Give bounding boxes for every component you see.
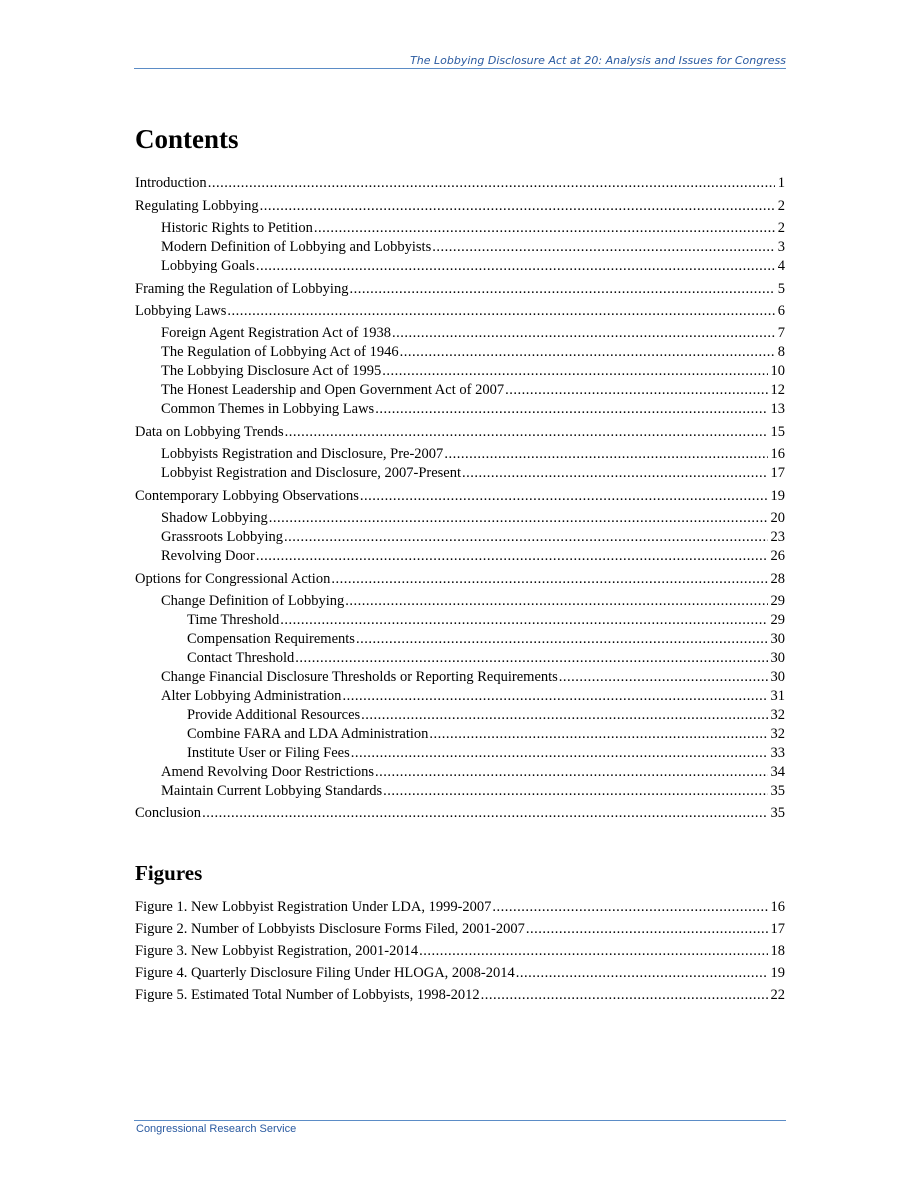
dot-leader <box>351 744 768 762</box>
dot-leader <box>375 763 767 781</box>
contents-entry[interactable] <box>135 592 785 610</box>
contents-entry-page-number: 4 <box>777 258 785 274</box>
contents-entry-page-number: 33 <box>770 745 785 761</box>
contents-entry[interactable] <box>135 343 785 361</box>
contents-entry-label: Time Threshold <box>187 612 280 628</box>
contents-entry[interactable] <box>135 649 785 667</box>
contents-entry-label: Change Definition of Lobbying <box>161 593 345 609</box>
contents-entry-label: Regulating Lobbying <box>135 198 259 214</box>
dot-leader <box>462 464 767 482</box>
contents-entry-label: Introduction <box>135 175 207 191</box>
contents-entry-label: Common Themes in Lobbying Laws <box>161 401 375 417</box>
dot-leader <box>444 445 767 463</box>
contents-entry-label: Contemporary Lobbying Observations <box>135 488 359 504</box>
dot-leader <box>256 257 775 275</box>
figures-entry-page-number: 18 <box>770 943 785 959</box>
contents-entry-label: Conclusion <box>135 805 202 821</box>
dot-leader <box>383 782 767 800</box>
contents-entry-page-number: 35 <box>770 783 785 799</box>
contents-entry-page-number: 29 <box>770 593 785 609</box>
contents-entry-page-number: 3 <box>777 239 785 255</box>
header-rule <box>134 68 786 69</box>
dot-leader <box>360 487 768 505</box>
contents-entry-page-number: 28 <box>770 571 785 587</box>
figures-entry-label: Figure 2. Number of Lobbyists Disclosure Forms Filed, 2001-2007 <box>135 921 525 937</box>
contents-entry-label: Combine FARA and LDA Administration <box>187 726 429 742</box>
dot-leader <box>349 280 774 298</box>
contents-entry-page-number: 12 <box>770 382 785 398</box>
contents-entry-label: Alter Lobbying Administration <box>161 688 342 704</box>
contents-entry[interactable] <box>135 687 785 705</box>
contents-entry-page-number: 32 <box>770 726 785 742</box>
dot-leader <box>559 668 768 686</box>
contents-entry-page-number: 30 <box>770 650 785 666</box>
contents-entry[interactable] <box>135 668 785 686</box>
contents-entry-label: Amend Revolving Door Restrictions <box>161 764 375 780</box>
dot-leader <box>345 592 767 610</box>
contents-entry[interactable] <box>135 219 785 237</box>
dot-leader <box>260 197 775 215</box>
dot-leader <box>331 570 767 588</box>
contents-entry[interactable] <box>135 725 785 743</box>
contents-entry[interactable] <box>135 528 785 546</box>
contents-entry[interactable] <box>135 197 785 215</box>
contents-entry-label: Data on Lobbying Trends <box>135 424 284 440</box>
contents-entry-page-number: 20 <box>770 510 785 526</box>
contents-entry-page-number: 23 <box>770 529 785 545</box>
dot-leader <box>285 423 768 441</box>
dot-leader <box>342 687 767 705</box>
contents-heading: Contents <box>135 124 239 154</box>
contents-entry[interactable] <box>135 400 785 418</box>
contents-entry[interactable] <box>135 381 785 399</box>
contents-entry-label: Revolving Door <box>161 548 255 564</box>
figures-entry-label: Figure 5. Estimated Total Number of Lobbyists, 1998-2012 <box>135 987 480 1003</box>
dot-leader <box>392 324 775 342</box>
contents-entry[interactable] <box>135 706 785 724</box>
contents-entry-label: Lobbyists Registration and Disclosure, Pre-2007 <box>161 446 444 462</box>
contents-entry[interactable] <box>135 487 785 505</box>
dot-leader <box>516 964 768 982</box>
footer-rule <box>134 1120 786 1121</box>
contents-entry-page-number: 30 <box>770 669 785 685</box>
contents-entry[interactable] <box>135 570 785 588</box>
contents-entry-label: Framing the Regulation of Lobbying <box>135 281 349 297</box>
contents-entry-label: Compensation Requirements <box>187 631 355 647</box>
contents-entry-page-number: 2 <box>777 198 785 214</box>
dot-leader <box>269 509 768 527</box>
contents-entry[interactable] <box>135 804 785 822</box>
contents-entry-page-number: 16 <box>770 446 785 462</box>
figures-entry-page-number: 22 <box>770 987 785 1003</box>
dot-leader <box>202 804 767 822</box>
contents-entry[interactable] <box>135 464 785 482</box>
dot-leader <box>256 547 768 565</box>
contents-entry-label: Maintain Current Lobbying Standards <box>161 783 383 799</box>
contents-entry-label: Shadow Lobbying <box>161 510 268 526</box>
contents-entry-label: Grassroots Lobbying <box>161 529 284 545</box>
contents-entry-page-number: 15 <box>770 424 785 440</box>
footer-text: Congressional Research Service <box>136 1123 297 1135</box>
figures-entry-page-number: 16 <box>770 899 785 915</box>
dot-leader <box>492 898 767 916</box>
dot-leader <box>361 706 767 724</box>
contents-entry-page-number: 34 <box>770 764 785 780</box>
contents-entry[interactable] <box>135 238 785 256</box>
contents-entry-page-number: 7 <box>777 325 785 341</box>
contents-entry-page-number: 1 <box>777 175 785 191</box>
dot-leader <box>382 362 767 380</box>
contents-entry[interactable] <box>135 445 785 463</box>
contents-entry[interactable] <box>135 509 785 527</box>
contents-entry-label: Provide Additional Resources <box>187 707 361 723</box>
contents-entry-label: Contact Threshold <box>187 650 295 666</box>
figures-entry-label: Figure 1. New Lobbyist Registration Under LDA, 1999-2007 <box>135 899 492 915</box>
contents-entry[interactable] <box>135 547 785 565</box>
dot-leader <box>400 343 775 361</box>
contents-entry[interactable] <box>135 763 785 781</box>
contents-entry-page-number: 13 <box>770 401 785 417</box>
contents-entry-label: Institute User or Filing Fees <box>187 745 350 761</box>
contents-entry[interactable] <box>135 782 785 800</box>
dot-leader <box>356 630 768 648</box>
contents-entry-label: The Regulation of Lobbying Act of 1946 <box>161 344 399 360</box>
contents-entry-label: The Lobbying Disclosure Act of 1995 <box>161 363 382 379</box>
dot-leader <box>314 219 775 237</box>
contents-entry-page-number: 5 <box>777 281 785 297</box>
contents-entry-page-number: 30 <box>770 631 785 647</box>
figures-heading: Figures <box>135 861 203 885</box>
contents-entry-label: Change Financial Disclosure Thresholds or Reporting Requirements <box>161 669 558 685</box>
dot-leader <box>505 381 767 399</box>
contents-entry-page-number: 6 <box>777 303 785 319</box>
figures-entry-label: Figure 4. Quarterly Disclosure Filing Under HLOGA, 2008-2014 <box>135 965 515 981</box>
contents-entry[interactable] <box>135 611 785 629</box>
figures-entry[interactable] <box>135 964 785 982</box>
contents-entry-label: Lobbyist Registration and Disclosure, 2007-Present <box>161 465 462 481</box>
figures-entry-label: Figure 3. New Lobbyist Registration, 2001-2014 <box>135 943 419 959</box>
contents-entry[interactable] <box>135 423 785 441</box>
contents-entry-page-number: 31 <box>770 688 785 704</box>
contents-entry[interactable] <box>135 302 785 320</box>
dot-leader <box>429 725 767 743</box>
figures-entry[interactable] <box>135 920 785 938</box>
contents-entry-page-number: 29 <box>770 612 785 628</box>
contents-entry-page-number: 8 <box>777 344 785 360</box>
figures-entry-page-number: 19 <box>770 965 785 981</box>
dot-leader <box>526 920 768 938</box>
dot-leader <box>284 528 767 546</box>
figures-entry-page-number: 17 <box>770 921 785 937</box>
contents-entry-label: Lobbying Laws <box>135 303 227 319</box>
contents-entry[interactable] <box>135 630 785 648</box>
dot-leader <box>432 238 775 256</box>
contents-entry-page-number: 19 <box>770 488 785 504</box>
contents-entry[interactable] <box>135 362 785 380</box>
contents-entry-label: Foreign Agent Registration Act of 1938 <box>161 325 391 341</box>
dot-leader <box>208 174 775 192</box>
dot-leader <box>295 649 767 667</box>
contents-entry-page-number: 26 <box>770 548 785 564</box>
contents-entry-label: Options for Congressional Action <box>135 571 331 587</box>
contents-entry-page-number: 32 <box>770 707 785 723</box>
running-header-title: The Lobbying Disclosure Act at 20: Analysis and Issues for Congress <box>410 54 786 67</box>
contents-entry-label: The Honest Leadership and Open Government Act of 2007 <box>161 382 505 398</box>
dot-leader <box>280 611 767 629</box>
contents-entry-label: Modern Definition of Lobbying and Lobbyists <box>161 239 432 255</box>
contents-entry[interactable] <box>135 280 785 298</box>
dot-leader <box>419 942 767 960</box>
figures-entry[interactable] <box>135 986 785 1004</box>
contents-entry[interactable] <box>135 174 785 192</box>
dot-leader <box>227 302 774 320</box>
contents-entry[interactable] <box>135 257 785 275</box>
contents-entry-page-number: 10 <box>770 363 785 379</box>
contents-entry-page-number: 17 <box>770 465 785 481</box>
figures-entry[interactable] <box>135 942 785 960</box>
contents-entry[interactable] <box>135 744 785 762</box>
figures-entry[interactable] <box>135 898 785 916</box>
contents-entry-label: Historic Rights to Petition <box>161 220 313 236</box>
contents-entry-page-number: 2 <box>777 220 785 236</box>
contents-entry-page-number: 35 <box>770 805 785 821</box>
dot-leader <box>375 400 767 418</box>
dot-leader <box>481 986 768 1004</box>
contents-entry-label: Lobbying Goals <box>161 258 255 274</box>
contents-entry[interactable] <box>135 324 785 342</box>
